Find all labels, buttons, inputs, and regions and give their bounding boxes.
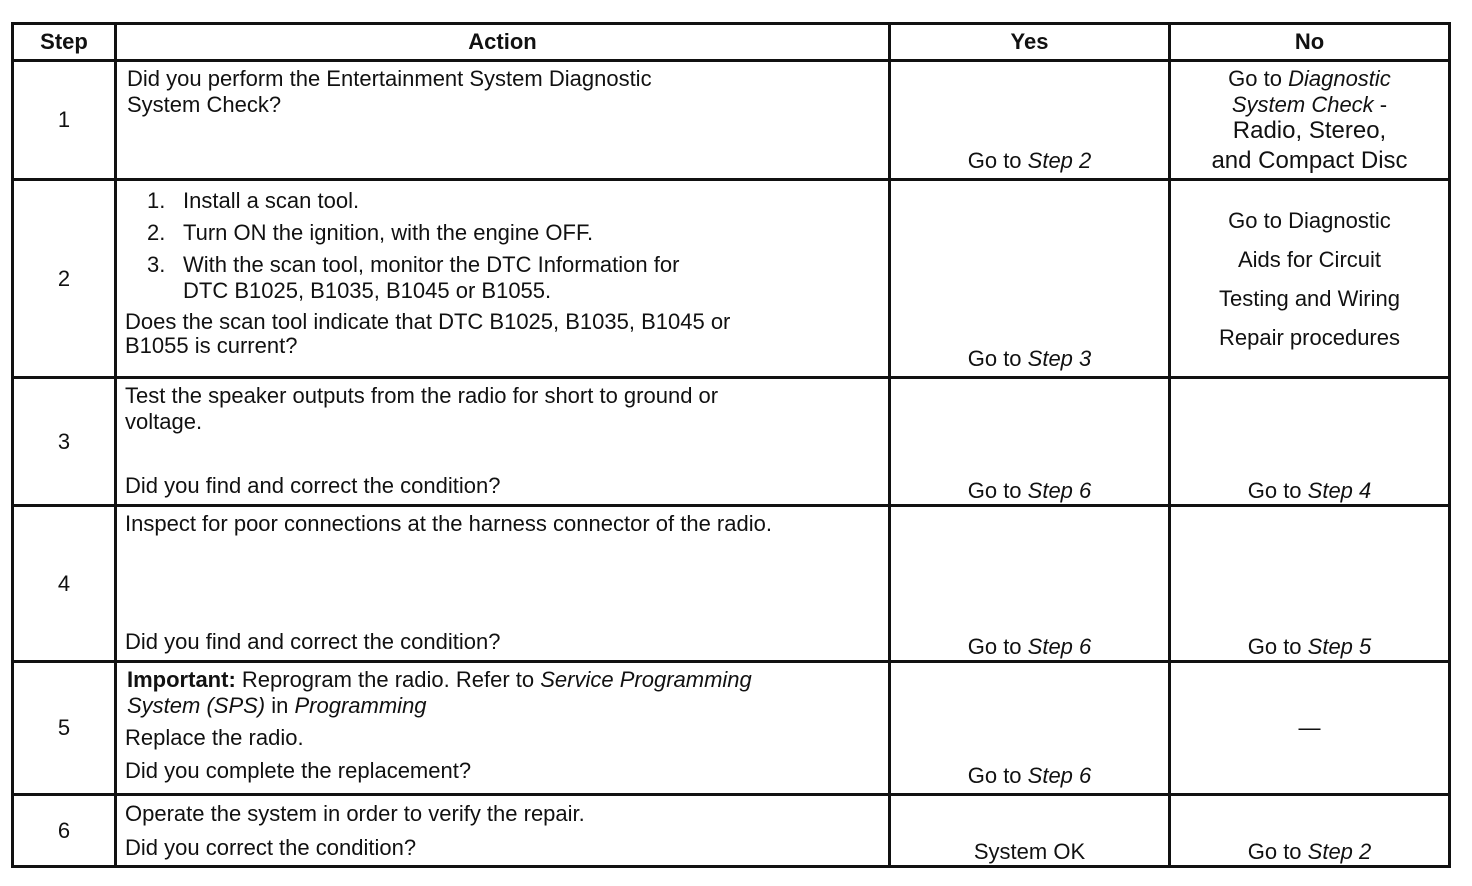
question-text: Did you find and correct the condition? <box>125 473 501 498</box>
not-applicable-dash: — <box>1298 715 1321 740</box>
yes-cell <box>890 61 1170 180</box>
list-item <box>147 220 880 246</box>
yes-prefix: Go to <box>967 634 1028 659</box>
yes-text: System OK <box>973 839 1086 864</box>
action-cell <box>116 506 890 662</box>
yes-cell <box>890 378 1170 506</box>
action-text: System Check? <box>127 92 282 117</box>
reference-text: Programming <box>294 693 427 718</box>
list-text: Turn ON the ignition, with the engine OFF. <box>183 220 594 245</box>
action-text: Operate the system in order to verify the repair. <box>125 801 585 826</box>
header-step: Step <box>13 24 116 61</box>
step-reference: Step 3 <box>1027 346 1092 371</box>
yes-prefix: Go to <box>967 763 1028 788</box>
yes-prefix: Go to <box>967 346 1028 371</box>
header-action: Action <box>116 24 890 61</box>
step-reference: Step 4 <box>1307 478 1372 503</box>
table-row-step-5 <box>13 662 1450 795</box>
action-text: voltage. <box>125 409 203 434</box>
no-text: Repair procedures <box>1219 325 1400 350</box>
step-number: 5 <box>13 662 116 795</box>
list-text: With the scan tool, monitor the DTC Information for <box>183 252 680 277</box>
no-cell <box>1170 506 1450 662</box>
header-no: No <box>1170 24 1450 61</box>
no-line <box>1171 92 1448 118</box>
header-yes: Yes <box>890 24 1170 61</box>
list-number: 3. <box>147 252 166 277</box>
question-text: Does the scan tool indicate that DTC B1025, B1035, B1045 or <box>125 309 731 334</box>
table-row-step-1 <box>13 61 1450 180</box>
no-text: Testing and Wiring <box>1219 286 1400 311</box>
action-cell <box>116 378 890 506</box>
no-line <box>1171 66 1448 92</box>
no-text: Radio, Stereo, <box>1232 117 1387 144</box>
no-text: Go to Diagnostic <box>1228 208 1391 233</box>
step-number: 3 <box>13 378 116 506</box>
question-text: B1055 is current? <box>125 333 298 358</box>
step-number: 4 <box>13 506 116 662</box>
important-text: Reprogram the radio. Refer to <box>235 667 541 692</box>
reference-text: System Check <box>1231 92 1374 117</box>
reference-text: Service Programming <box>540 667 752 692</box>
no-cell <box>1170 61 1450 180</box>
action-text: Replace the radio. <box>125 725 304 750</box>
list-number: 2. <box>147 220 166 245</box>
list-item <box>147 252 880 304</box>
step-reference: Step 6 <box>1027 763 1092 788</box>
yes-cell <box>890 795 1170 867</box>
step-reference: Step 2 <box>1027 148 1092 173</box>
no-text: Aids for Circuit <box>1237 247 1382 272</box>
no-prefix: Go to <box>1247 634 1308 659</box>
action-cell <box>116 795 890 867</box>
action-cell <box>116 61 890 180</box>
question-text: Did you complete the replacement? <box>125 758 472 783</box>
step-reference: Step 6 <box>1027 478 1092 503</box>
header-row <box>13 24 1450 61</box>
no-prefix: Go to <box>1247 478 1308 503</box>
no-cell <box>1170 795 1450 867</box>
list-item <box>147 188 880 214</box>
reference-text: Diagnostic <box>1288 66 1391 91</box>
no-cell <box>1170 180 1450 378</box>
list-number: 1. <box>147 188 166 213</box>
action-text: Inspect for poor connections at the harness connector of the radio. <box>125 511 772 536</box>
no-cell <box>1170 378 1450 506</box>
step-number: 6 <box>13 795 116 867</box>
action-cell <box>116 180 890 378</box>
procedure-list <box>125 188 880 304</box>
connector-text: in <box>265 693 295 718</box>
list-text: DTC B1025, B1035, B1045 or B1055. <box>183 278 552 303</box>
no-suffix: - <box>1373 92 1388 117</box>
question-text: Did you correct the condition? <box>125 835 417 860</box>
yes-cell <box>890 662 1170 795</box>
yes-prefix: Go to <box>967 478 1028 503</box>
yes-cell <box>890 506 1170 662</box>
step-reference: Step 5 <box>1307 634 1372 659</box>
step-reference: Step 2 <box>1307 839 1372 864</box>
yes-cell <box>890 180 1170 378</box>
no-prefix: Go to <box>1228 66 1289 91</box>
step-number: 1 <box>13 61 116 180</box>
question-text: Did you find and correct the condition? <box>125 629 501 654</box>
table-row-step-4 <box>13 506 1450 662</box>
table-row-step-3 <box>13 378 1450 506</box>
no-prefix: Go to <box>1247 839 1308 864</box>
important-label: Important: <box>127 667 236 692</box>
table-row-step-6 <box>13 795 1450 867</box>
yes-prefix: Go to <box>967 148 1028 173</box>
step-number: 2 <box>13 180 116 378</box>
action-cell <box>116 662 890 795</box>
reference-text: System (SPS) <box>127 693 266 718</box>
no-cell <box>1170 662 1450 795</box>
action-text: Test the speaker outputs from the radio for short to ground or <box>125 383 719 408</box>
no-text: and Compact Disc <box>1211 147 1408 174</box>
diagnostic-table <box>11 22 1451 868</box>
list-text: Install a scan tool. <box>183 188 360 213</box>
step-reference: Step 6 <box>1027 634 1092 659</box>
action-text: Did you perform the Entertainment System Diagnostic <box>127 66 652 91</box>
table-row-step-2 <box>13 180 1450 378</box>
